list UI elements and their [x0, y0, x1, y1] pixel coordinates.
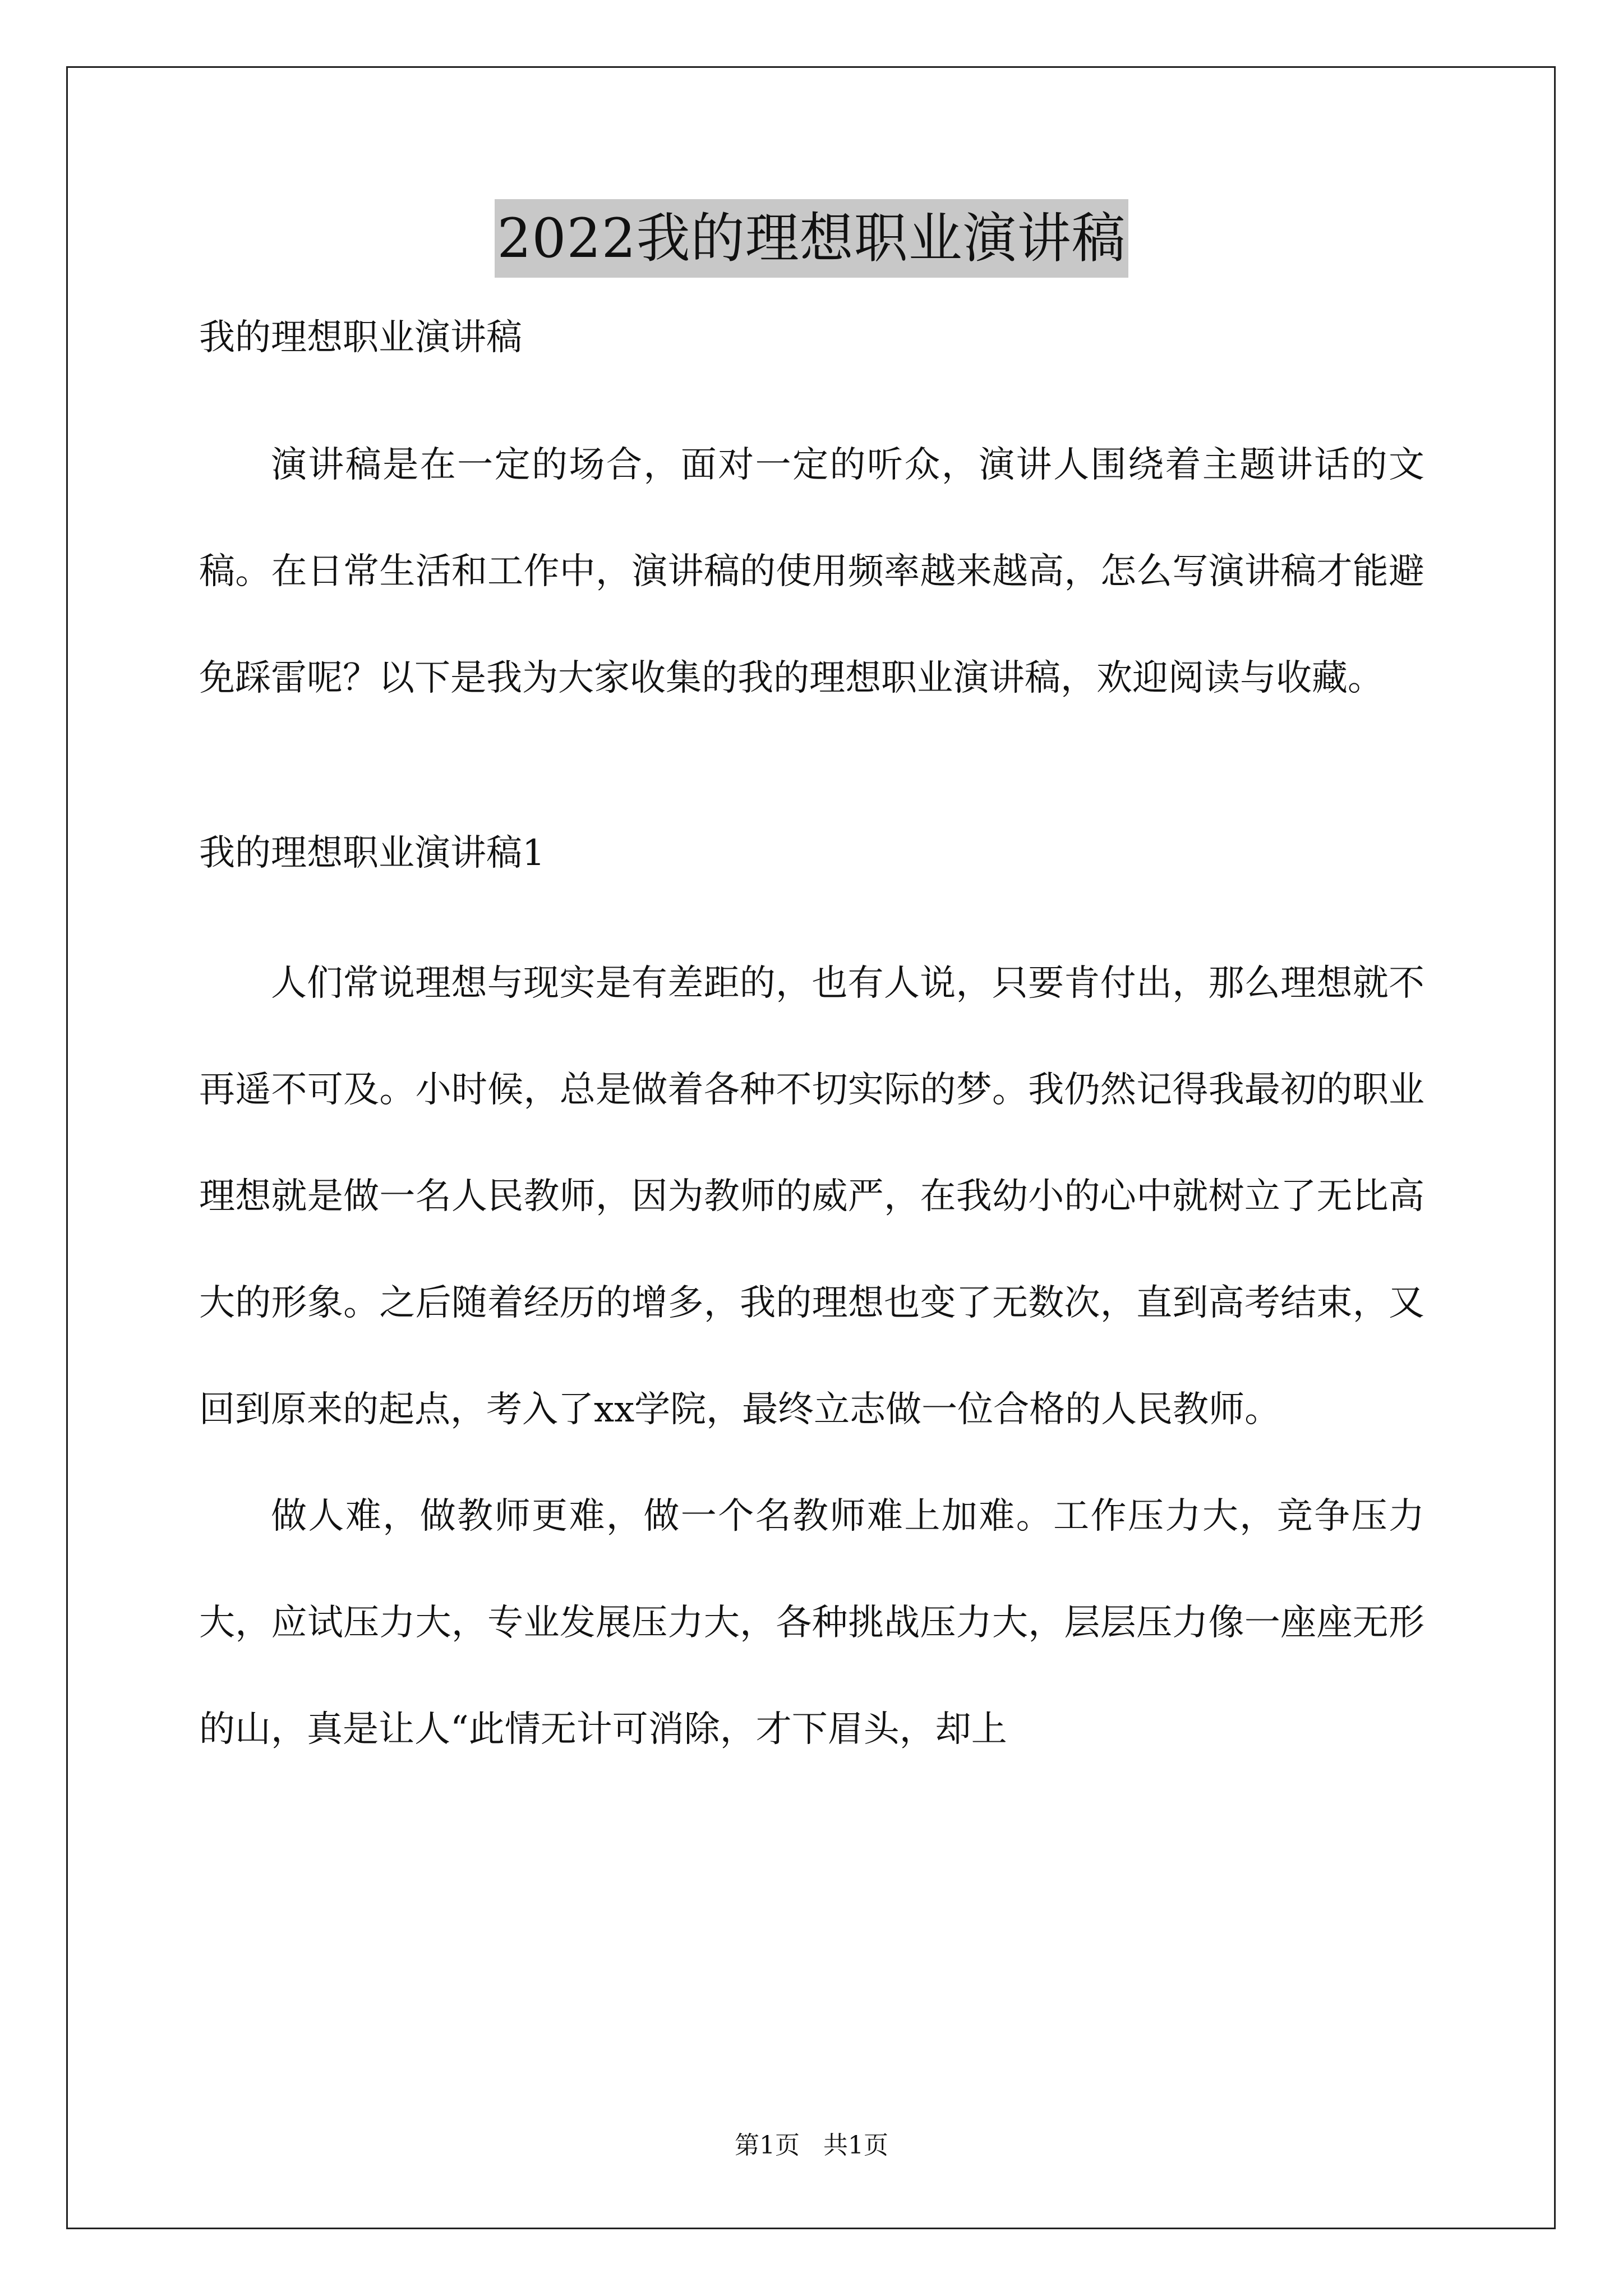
body-paragraph-1: 人们常说理想与现实是有差距的，也有人说，只要肯付出，那么理想就不再遥不可及。小时候，总是做着各种不切实际的梦。我仍然记得我最初的职业理想就是做一名人民教师，因为教师的威严，在我幼小的心中就树立了无比高大的形象。之后随着经历的增多，我的理想也变了无数次，直到高考结束，又回到原来的起点，考入了xx学院，最终立志做一位合格的人民教师。: [199, 963, 1424, 1430]
spacer: [199, 731, 1424, 830]
document-title: 2022我的理想职业演讲稿: [495, 199, 1128, 278]
page-footer: 第1页 共1页: [735, 2131, 888, 2160]
title-block: [0, 199, 1623, 278]
document-subtitle: 我的理想职业演讲稿: [199, 317, 522, 358]
intro-paragraph: 演讲稿是在一定的场合，面对一定的听众，演讲人围绕着主题讲话的文稿。在日常生活和工作中，演讲稿的使用频率越来越高，怎么写演讲稿才能避免踩雷呢？以下是我为大家收集的我的理想职业演讲稿，欢迎阅读与收藏。: [199, 444, 1424, 699]
body-paragraph-2: 做人难，做教师更难，做一个名教师难上加难。工作压力大，竞争压力大，应试压力大，专业发展压力大，各种挑战压力大，层层压力像一座座无形的山，真是让人“此情无计可消除，才下眉头，却上: [199, 1496, 1424, 1750]
spacer: [199, 361, 1424, 412]
document-body: [199, 314, 1424, 1783]
spacer: [199, 877, 1424, 930]
section-heading: 我的理想职业演讲稿1: [199, 832, 545, 874]
